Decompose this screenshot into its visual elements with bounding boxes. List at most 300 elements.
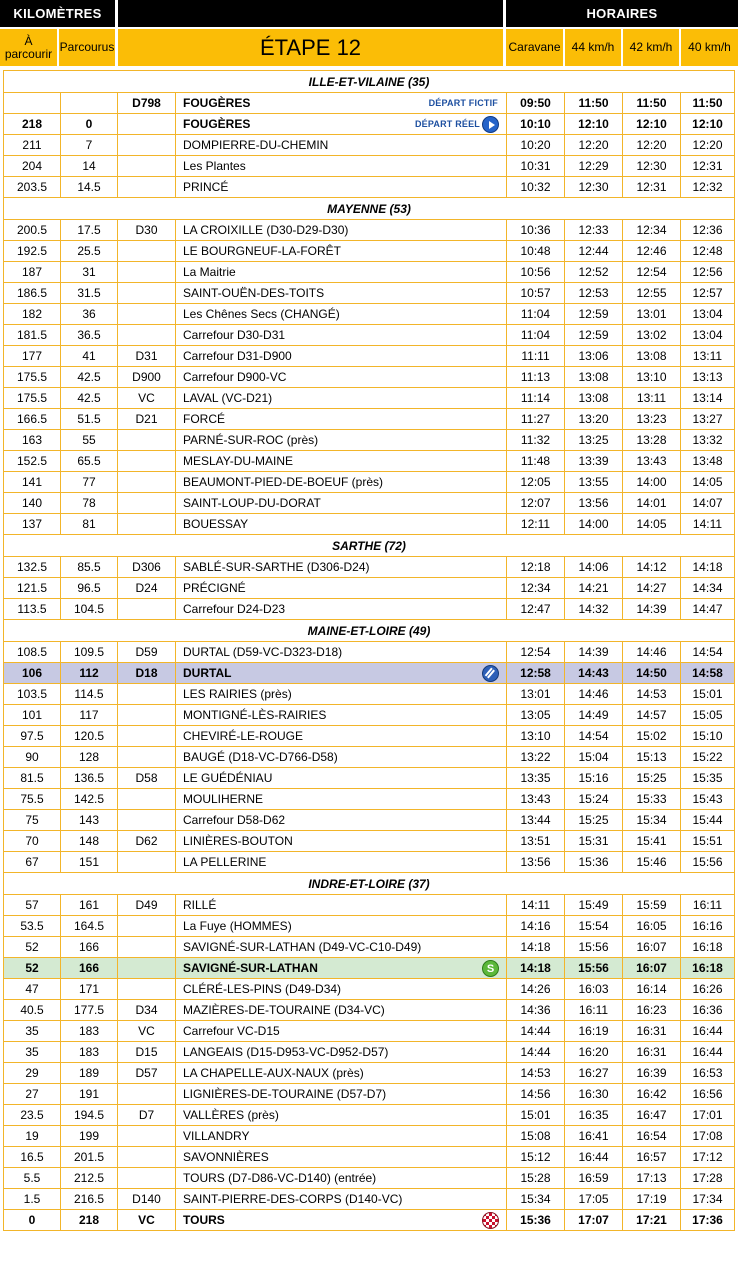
horaires-header: HORAIRES	[506, 0, 738, 27]
km-remaining-text: 186.5	[16, 286, 48, 300]
km-done-cell	[60, 1147, 117, 1167]
place-text: Les Plantes	[183, 159, 246, 173]
km-remaining-text: 1.5	[23, 1192, 41, 1206]
table-row	[3, 831, 735, 852]
time-40-text: 15:44	[692, 813, 723, 827]
time-40-cell	[680, 177, 735, 197]
place-cell	[175, 135, 506, 155]
time-40-text: 14:34	[692, 581, 723, 595]
km-remaining-cell	[3, 1105, 60, 1125]
time-42-text: 14:50	[636, 666, 667, 680]
region-row	[3, 620, 735, 642]
km-done-cell	[60, 726, 117, 746]
caravane-time-text: 13:43	[520, 792, 551, 806]
time-42-text: 16:42	[636, 1087, 667, 1101]
time-42-text: 12:31	[636, 180, 667, 194]
time-44-text: 14:46	[578, 687, 609, 701]
time-44-text: 13:56	[578, 496, 609, 510]
km-remaining-cell	[3, 304, 60, 324]
caravane-time-text: 11:13	[520, 370, 551, 384]
km-done-cell	[60, 304, 117, 324]
time-42-cell	[622, 789, 680, 809]
finish-flag-icon	[482, 1212, 499, 1229]
road-cell	[117, 916, 175, 936]
place-cell	[175, 937, 506, 957]
time-42-text: 14:46	[636, 645, 667, 659]
caravane-header: Caravane	[506, 29, 563, 66]
table-row	[3, 1168, 735, 1189]
time-42-text: 16:47	[636, 1108, 667, 1122]
stage-title: ÉTAPE 12	[118, 29, 503, 66]
km-remaining-cell	[3, 663, 60, 683]
caravane-time-text: 14:53	[520, 1066, 551, 1080]
time-42-text: 16:57	[636, 1150, 667, 1164]
time-42-text: 13:02	[636, 328, 667, 342]
time-42-cell	[622, 916, 680, 936]
km-remaining-cell	[3, 262, 60, 282]
km-remaining-text: 0	[28, 1213, 36, 1227]
time-44-cell	[564, 409, 622, 429]
place-cell	[175, 93, 506, 113]
time-40-cell	[680, 346, 735, 366]
time-44-cell	[564, 726, 622, 746]
caravane-time-cell	[506, 557, 564, 577]
place-cell	[175, 283, 506, 303]
time-44-text: 15:25	[578, 813, 609, 827]
road-cell	[117, 1168, 175, 1188]
time-42-text: 13:10	[636, 370, 667, 384]
caravane-time-cell	[506, 768, 564, 788]
caravane-time-text: 14:26	[520, 982, 551, 996]
road-cell	[117, 642, 175, 662]
km-remaining-cell	[3, 114, 60, 134]
km-done-text: 128	[78, 750, 100, 764]
road-text: VC	[138, 1024, 155, 1038]
caravane-time-cell	[506, 1147, 564, 1167]
table-row	[3, 346, 735, 367]
time-44-cell	[564, 346, 622, 366]
table-row	[3, 642, 735, 663]
place-text: MAZIÈRES-DE-TOURAINE (D34-VC)	[183, 1003, 385, 1017]
time-44-cell	[564, 1147, 622, 1167]
region-label: MAINE-ET-LOIRE (49)	[3, 620, 735, 641]
time-44-text: 15:56	[578, 940, 609, 954]
place-text: LANGEAIS (D15-D953-VC-D952-D57)	[183, 1045, 389, 1059]
time-44-cell	[564, 304, 622, 324]
time-40-text: 13:14	[692, 391, 723, 405]
time-40-text: 14:58	[692, 666, 723, 680]
time-40-cell	[680, 1126, 735, 1146]
km-done-cell	[60, 1126, 117, 1146]
km-done-cell	[60, 768, 117, 788]
road-cell	[117, 430, 175, 450]
table-row	[3, 135, 735, 156]
road-text: D18	[135, 666, 158, 680]
table-row	[3, 262, 735, 283]
time-42-text: 12:20	[636, 138, 667, 152]
time-42-text: 15:34	[636, 813, 667, 827]
caravane-time-text: 11:04	[520, 328, 551, 342]
km-remaining-cell	[3, 472, 60, 492]
feed-zone-icon	[482, 665, 499, 682]
km-done-cell	[60, 1084, 117, 1104]
caravane-time-cell	[506, 262, 564, 282]
time-44-text: 14:21	[578, 581, 609, 595]
time-42-cell	[622, 1126, 680, 1146]
time-40-text: 17:08	[692, 1129, 723, 1143]
km-done-cell	[60, 241, 117, 261]
place-cell	[175, 1084, 506, 1104]
time-42-text: 15:13	[636, 750, 667, 764]
time-40-cell	[680, 557, 735, 577]
time-44-cell	[564, 493, 622, 513]
road-cell	[117, 156, 175, 176]
caravane-time-cell	[506, 135, 564, 155]
a-parcourir-line1: À	[24, 33, 33, 48]
road-cell	[117, 684, 175, 704]
place-cell	[175, 979, 506, 999]
time-40-text: 14:47	[692, 602, 723, 616]
km-done-text: 42.5	[77, 391, 101, 405]
time-44-text: 14:32	[578, 602, 609, 616]
caravane-time-text: 12:47	[520, 602, 551, 616]
caravane-time-cell	[506, 1126, 564, 1146]
time-42-text: 16:07	[636, 961, 667, 975]
time-42-text: 11:50	[636, 96, 667, 110]
place-text: VALLÈRES (près)	[183, 1108, 279, 1122]
time-42-cell	[622, 979, 680, 999]
time-42-cell	[622, 663, 680, 683]
time-40-cell	[680, 325, 735, 345]
time-40-text: 16:26	[692, 982, 723, 996]
table-row	[3, 747, 735, 768]
time-44-cell	[564, 262, 622, 282]
table-row	[3, 430, 735, 451]
km-done-text: 120.5	[73, 729, 105, 743]
time-42-text: 14:27	[636, 581, 667, 595]
time-40-text: 16:56	[692, 1087, 723, 1101]
km-remaining-text: 163	[21, 433, 43, 447]
time-44-cell	[564, 220, 622, 240]
time-40-cell	[680, 388, 735, 408]
place-text: LE BOURGNEUF-LA-FORÊT	[183, 244, 342, 258]
place-cell	[175, 1210, 506, 1230]
time-44-text: 13:39	[578, 454, 609, 468]
time-42-text: 16:54	[636, 1129, 667, 1143]
km-remaining-text: 166.5	[16, 412, 48, 426]
km-done-text: 136.5	[73, 771, 105, 785]
caravane-time-text: 15:08	[520, 1129, 551, 1143]
caravane-time-text: 12:34	[520, 581, 551, 595]
time-40-text: 14:11	[692, 517, 723, 531]
time-42-text: 14:12	[636, 560, 667, 574]
caravane-time-cell	[506, 578, 564, 598]
caravane-time-text: 10:32	[520, 180, 551, 194]
caravane-time-cell	[506, 705, 564, 725]
road-cell	[117, 705, 175, 725]
time-40-text: 16:18	[692, 940, 723, 954]
table-row	[3, 599, 735, 620]
caravane-time-cell	[506, 895, 564, 915]
caravane-time-cell	[506, 1042, 564, 1062]
place-text: PRINCÉ	[183, 180, 229, 194]
time-40-text: 16:16	[692, 919, 723, 933]
itinerary-table	[3, 70, 735, 1231]
place-text: DURTAL (D59-VC-D323-D18)	[183, 645, 343, 659]
km-done-cell	[60, 937, 117, 957]
km-done-cell	[60, 114, 117, 134]
time-44-cell	[564, 114, 622, 134]
time-44-cell	[564, 557, 622, 577]
caravane-time-cell	[506, 684, 564, 704]
km-remaining-text: 75.5	[20, 792, 44, 806]
table-row	[3, 220, 735, 241]
time-44-cell	[564, 789, 622, 809]
time-42-cell	[622, 705, 680, 725]
km-done-cell	[60, 1105, 117, 1125]
table-row	[3, 726, 735, 747]
km-remaining-cell	[3, 642, 60, 662]
time-42-cell	[622, 514, 680, 534]
region-row	[3, 535, 735, 557]
time-44-text: 16:20	[578, 1045, 609, 1059]
km-done-cell	[60, 262, 117, 282]
km-remaining-cell	[3, 1042, 60, 1062]
table-row	[3, 789, 735, 810]
road-cell	[117, 789, 175, 809]
road-text: D59	[135, 645, 158, 659]
place-cell	[175, 810, 506, 830]
time-44-cell	[564, 1042, 622, 1062]
time-40-text: 13:04	[692, 328, 723, 342]
km-remaining-text: 132.5	[16, 560, 48, 574]
km-remaining-cell	[3, 578, 60, 598]
time-42-text: 17:21	[636, 1213, 667, 1227]
time-40-cell	[680, 1147, 735, 1167]
place-cell	[175, 388, 506, 408]
time-40-cell	[680, 135, 735, 155]
km-done-cell	[60, 156, 117, 176]
a-parcourir-line2: parcourir	[4, 46, 53, 61]
place-text: CHEVIRÉ-LE-ROUGE	[183, 729, 304, 743]
time-44-cell	[564, 430, 622, 450]
road-cell	[117, 1042, 175, 1062]
place-cell	[175, 430, 506, 450]
km-remaining-text: 177	[21, 349, 43, 363]
road-cell	[117, 262, 175, 282]
time-40-cell	[680, 472, 735, 492]
time-42-cell	[622, 768, 680, 788]
km-done-text: 143	[78, 813, 100, 827]
time-44-text: 15:54	[578, 919, 609, 933]
region-label: ILLE-ET-VILAINE (35)	[3, 71, 735, 92]
km-remaining-cell	[3, 937, 60, 957]
km-remaining-cell	[3, 726, 60, 746]
km-done-cell	[60, 1000, 117, 1020]
road-text: D21	[135, 412, 158, 426]
time-42-text: 14:57	[636, 708, 667, 722]
road-text: D31	[135, 349, 158, 363]
km-done-text: 109.5	[73, 645, 105, 659]
km-done-cell	[60, 177, 117, 197]
road-cell	[117, 114, 175, 134]
km-done-text: 14.5	[77, 180, 101, 194]
caravane-time-text: 10:57	[520, 286, 551, 300]
time-44-cell	[564, 135, 622, 155]
table-header	[0, 0, 738, 66]
time-42-cell	[622, 684, 680, 704]
road-cell	[117, 472, 175, 492]
place-cell	[175, 557, 506, 577]
km-done-cell	[60, 135, 117, 155]
km-done-text: 55	[82, 433, 96, 447]
time-40-text: 16:36	[692, 1003, 723, 1017]
time-40-cell	[680, 283, 735, 303]
km-done-cell	[60, 958, 117, 978]
table-row	[3, 895, 735, 916]
km-done-text: 161	[78, 898, 100, 912]
km-remaining-text: 175.5	[16, 370, 48, 384]
time-42-text: 14:53	[636, 687, 667, 701]
caravane-time-cell	[506, 1189, 564, 1209]
km-remaining-cell	[3, 409, 60, 429]
time-40-text: 12:31	[692, 159, 723, 173]
km-done-cell	[60, 93, 117, 113]
time-42-cell	[622, 325, 680, 345]
km-remaining-text: 181.5	[16, 328, 48, 342]
region-label: SARTHE (72)	[3, 535, 735, 556]
time-44-cell	[564, 642, 622, 662]
road-text: D306	[132, 560, 161, 574]
time-44-cell	[564, 472, 622, 492]
time-42-cell	[622, 831, 680, 851]
place-text: LE GUÉDÉNIAU	[183, 771, 273, 785]
time-40-cell	[680, 578, 735, 598]
time-42-text: 16:05	[636, 919, 667, 933]
km-done-text: 81	[82, 517, 96, 531]
place-cell	[175, 262, 506, 282]
time-40-cell	[680, 642, 735, 662]
table-row	[3, 156, 735, 177]
time-40-text: 13:27	[692, 412, 723, 426]
km-remaining-cell	[3, 325, 60, 345]
km-remaining-text: 67	[25, 855, 39, 869]
road-text: D24	[135, 581, 158, 595]
km-remaining-text: 137	[21, 517, 43, 531]
time-40-text: 12:32	[692, 180, 723, 194]
table-row	[3, 514, 735, 535]
table-row	[3, 472, 735, 493]
time-44-cell	[564, 916, 622, 936]
road-cell	[117, 747, 175, 767]
caravane-time-text: 13:01	[520, 687, 551, 701]
time-42-text: 15:33	[636, 792, 667, 806]
time-42-cell	[622, 177, 680, 197]
km-done-cell	[60, 1189, 117, 1209]
time-40-text: 12:57	[692, 286, 723, 300]
km-done-text: 25.5	[77, 244, 101, 258]
table-row	[3, 493, 735, 514]
time-40-cell	[680, 220, 735, 240]
time-40-text: 14:05	[692, 475, 723, 489]
km-done-text: 17.5	[77, 223, 101, 237]
km-remaining-text: 187	[21, 265, 43, 279]
region-label: INDRE-ET-LOIRE (37)	[3, 873, 735, 894]
road-cell	[117, 325, 175, 345]
time-44-text: 14:00	[578, 517, 609, 531]
km-done-text: 114.5	[74, 687, 104, 701]
km-done-text: 183	[78, 1024, 100, 1038]
caravane-time-text: 14:56	[520, 1087, 551, 1101]
time-44-text: 16:30	[578, 1087, 609, 1101]
time-42-text: 15:59	[636, 898, 667, 912]
caravane-time-text: 11:48	[520, 454, 551, 468]
caravane-time-text: 11:04	[520, 307, 551, 321]
place-cell	[175, 114, 506, 134]
km-remaining-text: 152.5	[16, 454, 48, 468]
place-text: PRÉCIGNÉ	[183, 581, 246, 595]
km-remaining-cell	[3, 1000, 60, 1020]
table-row	[3, 1021, 735, 1042]
caravane-time-cell	[506, 367, 564, 387]
place-cell	[175, 852, 506, 872]
km-done-text: 85.5	[77, 560, 101, 574]
place-text: LES RAIRIES (près)	[183, 687, 292, 701]
km-remaining-text: 175.5	[16, 391, 48, 405]
km-remaining-text: 27	[25, 1087, 39, 1101]
km-done-cell	[60, 1063, 117, 1083]
place-cell	[175, 325, 506, 345]
time-44-cell	[564, 1084, 622, 1104]
time-40-cell	[680, 1084, 735, 1104]
road-cell	[117, 241, 175, 261]
parcourus-header: Parcourus	[59, 29, 115, 66]
km-done-cell	[60, 789, 117, 809]
speed-44-header: 44 km/h	[565, 29, 621, 66]
caravane-time-text: 12:11	[520, 517, 551, 531]
caravane-time-cell	[506, 789, 564, 809]
km-remaining-text: 52	[25, 961, 39, 975]
time-44-cell	[564, 958, 622, 978]
time-40-cell	[680, 684, 735, 704]
place-cell	[175, 895, 506, 915]
time-44-text: 15:31	[578, 834, 609, 848]
table-row	[3, 937, 735, 958]
road-cell	[117, 726, 175, 746]
km-remaining-text: 35	[25, 1045, 39, 1059]
time-44-cell	[564, 177, 622, 197]
time-40-text: 17:36	[692, 1213, 723, 1227]
time-44-text: 13:08	[578, 370, 609, 384]
sprint-icon: S	[482, 960, 499, 977]
km-done-cell	[60, 747, 117, 767]
time-40-cell	[680, 430, 735, 450]
time-42-text: 14:05	[636, 517, 667, 531]
table-row	[3, 958, 735, 979]
road-cell	[117, 177, 175, 197]
km-remaining-cell	[3, 1147, 60, 1167]
place-text: SAVIGNÉ-SUR-LATHAN (D49-VC-C10-D49)	[183, 940, 422, 954]
kilometres-header: KILOMÈTRES	[0, 0, 115, 27]
time-42-cell	[622, 241, 680, 261]
km-done-text: 36	[82, 307, 96, 321]
km-done-text: 117	[79, 708, 99, 722]
caravane-time-text: 10:31	[520, 159, 551, 173]
time-42-text: 13:23	[636, 412, 667, 426]
time-40-cell	[680, 241, 735, 261]
place-text: BEAUMONT-PIED-DE-BOEUF (près)	[183, 475, 384, 489]
place-text: Carrefour D58-D62	[183, 813, 286, 827]
